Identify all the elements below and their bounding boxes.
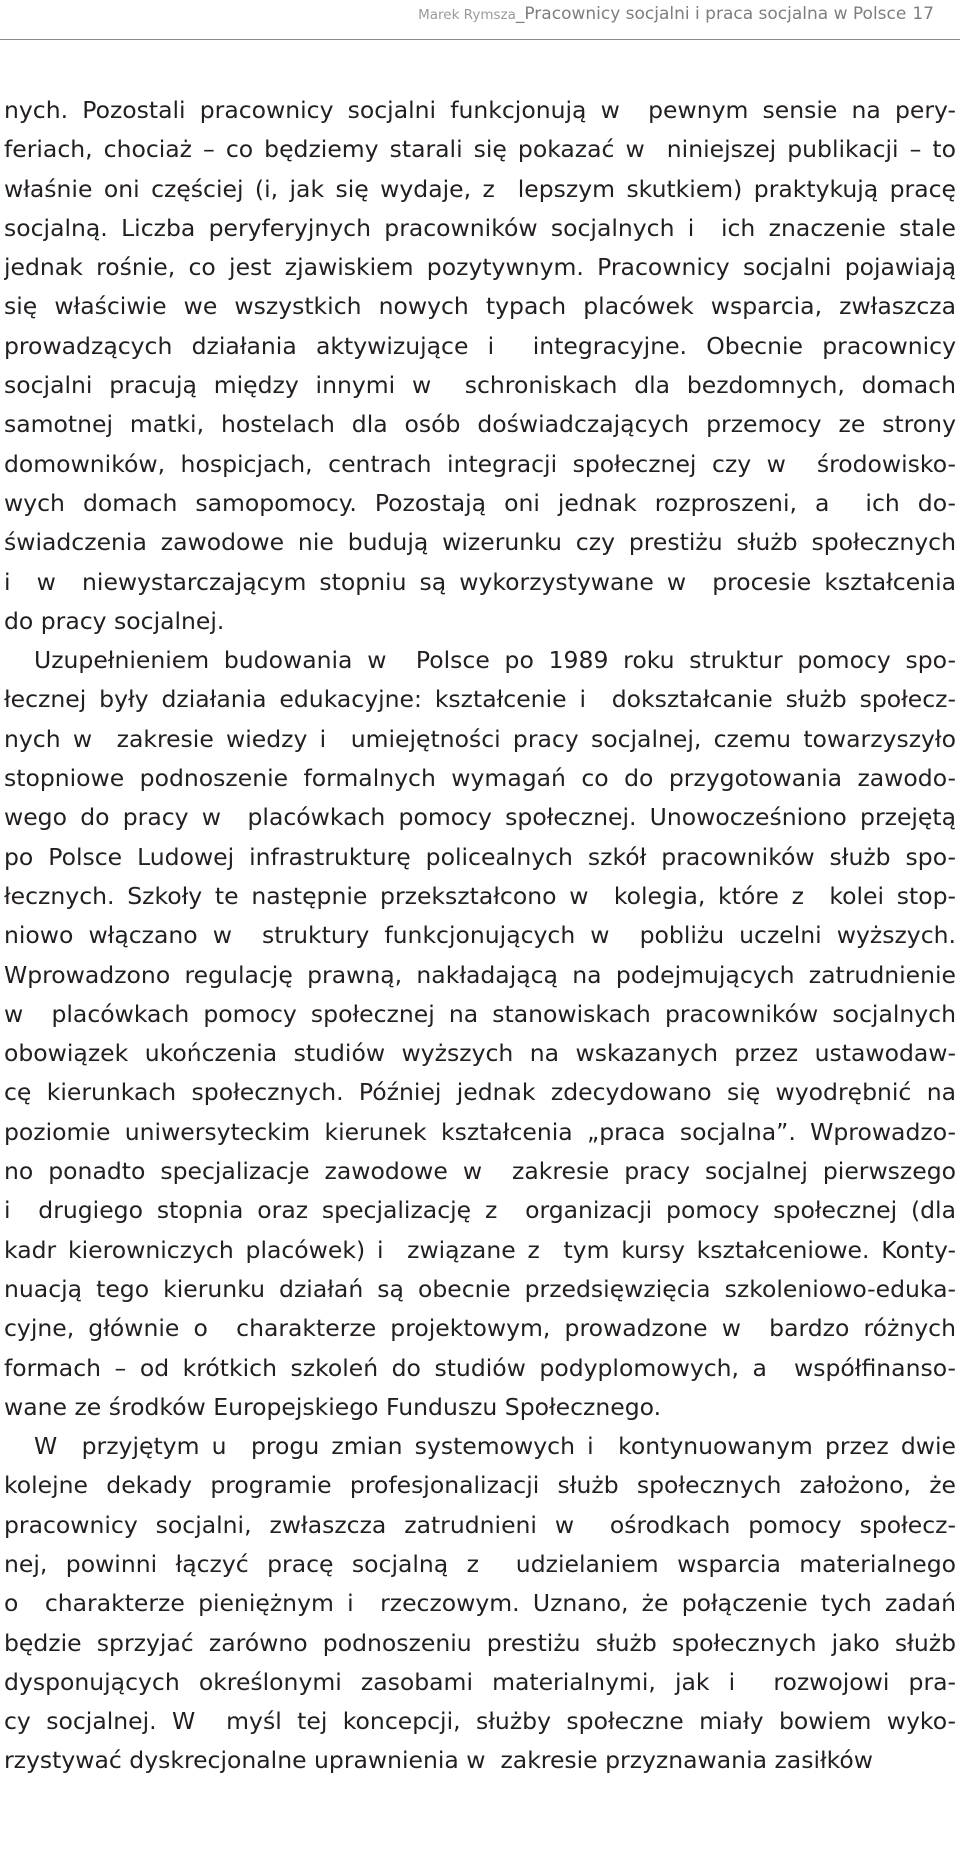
text-line: nej, powinni łączyć pracę socjalną z udzielaniem wsparcia materialnego <box>4 1549 956 1578</box>
header-separator: _ <box>515 4 525 24</box>
text-line: domowników, hospicjach, centrach integracji społecznej czy w środowisko- <box>4 449 956 478</box>
text-line: niowo włączano w struktury funkcjonujących w pobliżu uczelni wyższych. <box>4 921 956 950</box>
header-text <box>418 4 934 25</box>
text-line: dysponujących określonymi zasobami materialnymi, jak i rozwojowi pra- <box>4 1667 956 1696</box>
text-line: obowiązek ukończenia studiów wyższych na wskazanych przez ustawodaw- <box>4 1039 956 1068</box>
text-line: wego do pracy w placówkach pomocy społecznej. Unowocześniono przejętą <box>4 803 957 832</box>
text-line: właśnie oni częściej (i, jak się wydaje, z lepszym skutkiem) praktykują pracę <box>4 174 956 203</box>
text-line: nuacją tego kierunku działań są obecnie przedsięwzięcia szkoleniowo-eduka- <box>4 1274 956 1303</box>
header-rule <box>0 39 960 40</box>
text-line: stopniowe podnoszenie formalnych wymagań co do przygotowania zawodo- <box>4 764 956 793</box>
text-line: socjalną. Liczba peryferyjnych pracowników socjalnych i ich znaczenie stale <box>4 213 956 242</box>
text-line: cyjne, głównie o charakterze projektowym, prowadzone w bardzo różnych <box>4 1314 956 1343</box>
text-line: Wprowadzono regulację prawną, nakładającą na podejmujących zatrudnienie <box>4 960 956 989</box>
text-line: i drugiego stopnia oraz specjalizację z organizacji pomocy społecznej (dla <box>4 1196 956 1225</box>
text-line: wych domach samopomocy. Pozostają oni jednak rozproszeni, a ich do- <box>4 488 956 517</box>
text-line: cę kierunkach społecznych. Później jednak zdecydowano się wyodrębnić na <box>4 1078 956 1107</box>
text-line: nych w zakresie wiedzy i umiejętności pracy socjalnej, czemu towarzyszyło <box>4 724 956 753</box>
text-line: się właściwie we wszystkich nowych typach placówek wsparcia, zwłaszcza <box>4 292 956 321</box>
text-line: po Polsce Ludowej infrastrukturę policealnych szkół pracowników służb spo- <box>4 842 956 871</box>
text-line: łecznej były działania edukacyjne: kształcenie i dokształcanie służb społecz- <box>4 685 956 714</box>
text-line: pracownicy socjalni, zwłaszcza zatrudnieni w ośrodkach pomocy społecz- <box>4 1510 956 1539</box>
text-line: poziomie uniwersyteckim kierunek kształcenia „praca socjalna”. Wprowadzo- <box>4 1117 956 1146</box>
text-line: samotnej matki, hostelach dla osób doświadczających przemocy ze strony <box>4 410 956 439</box>
text-line: łecznych. Szkoły te następnie przekształcono w kolegia, które z kolei stop- <box>4 881 956 910</box>
text-line: wane ze środków Europejskiego Funduszu Społecznego. <box>4 1392 662 1421</box>
text-line: prowadzących działania aktywizujące i integracyjne. Obecnie pracownicy <box>4 331 956 360</box>
text-line: jednak rośnie, co jest zjawiskiem pozytywnym. Pracownicy socjalni pojawiają <box>4 253 957 282</box>
header-book-title: Pracownicy socjalni i praca socjalna w Polsce <box>524 4 907 24</box>
text-line: do pracy socjalnej. <box>4 606 225 635</box>
text-line: o charakterze pieniężnym i rzeczowym. Uznano, że połączenie tych zadań <box>4 1589 956 1618</box>
text-line: kolejne dekady programie profesjonalizacji służb społecznych założono, że <box>4 1471 956 1500</box>
text-line: W przyjętym u progu zmian systemowych i kontynuowanym przez dwie <box>34 1432 956 1461</box>
text-line: świadczenia zawodowe nie budują wizerunku czy prestiżu służb społecznych <box>4 528 956 557</box>
running-header <box>0 0 960 40</box>
text-line: formach – od krótkich szkoleń do studiów podyplomowych, a współfinanso- <box>4 1353 956 1382</box>
text-line: rzystywać dyskrecjonalne uprawnienia w zakresie przyznawania zasiłków <box>4 1746 874 1775</box>
text-line: cy socjalnej. W myśl tej koncepcji, służby społeczne miały bowiem wyko- <box>4 1707 956 1736</box>
text-line: socjalni pracują między innymi w schroniskach dla bezdomnych, domach <box>4 371 956 400</box>
text-line: Uzupełnieniem budowania w Polsce po 1989 roku struktur pomocy spo- <box>34 646 956 675</box>
header-author: Marek Rymsza <box>418 7 516 23</box>
text-line: w placówkach pomocy społecznej na stanowiskach pracowników socjalnych <box>4 999 956 1028</box>
text-line: i w niewystarczającym stopniu są wykorzystywane w procesie kształcenia <box>4 567 956 596</box>
text-line: kadr kierowniczych placówek) i związane z tym kursy kształceniowe. Konty- <box>4 1235 956 1264</box>
text-line: nych. Pozostali pracownicy socjalni funkcjonują w pewnym sensie na pery- <box>4 96 956 124</box>
body-text <box>4 91 960 1781</box>
text-line: no ponadto specjalizacje zawodowe w zakresie pracy socjalnej pierwszego <box>4 1157 956 1186</box>
text-line: będzie sprzyjać zarówno podnoszeniu prestiżu służb społecznych jako służb <box>4 1628 956 1657</box>
page-number: 17 <box>912 4 934 24</box>
text-line: feriach, chociaż – co będziemy starali się pokazać w niniejszej publikacji – to <box>4 135 956 164</box>
